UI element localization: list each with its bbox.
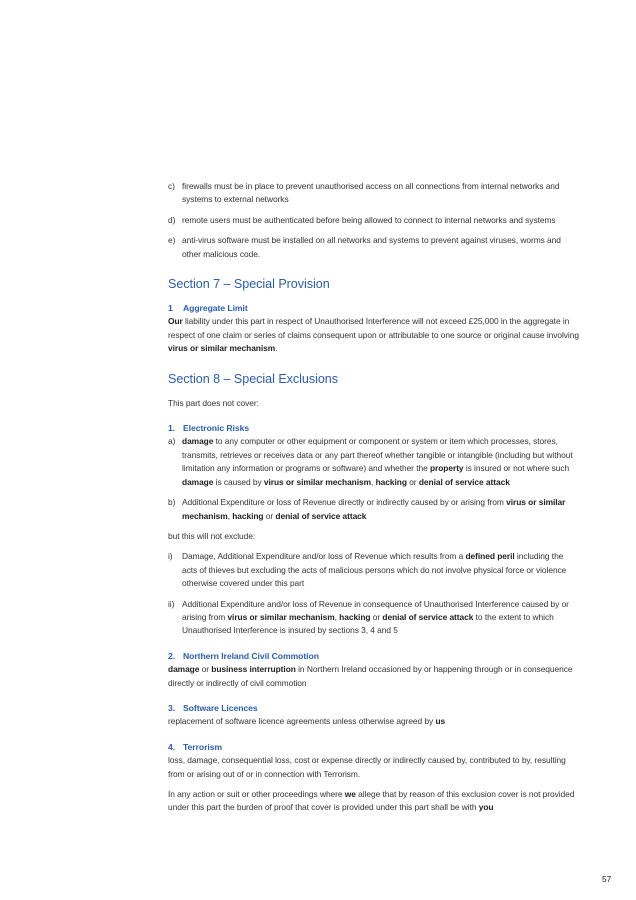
bold-term: denial of service attack: [382, 611, 474, 622]
text: or: [263, 510, 276, 521]
list-marker: d): [168, 214, 176, 225]
text: liability under this part in respect of Unauthorised Interference will not exceed £25,000 in the aggregate in respect of one claim or series of claims consequent upon or attributable to one source or original cause involving: [168, 316, 579, 340]
section-8-title: Section 8 – Special Exclusions: [168, 371, 339, 386]
bold-term: virus or similar mechanism: [168, 343, 276, 354]
heading-number: 1: [168, 303, 173, 314]
bold-term: denial of service attack: [275, 510, 367, 521]
heading-number: 3.: [168, 702, 176, 713]
aggregate-limit-text: [168, 315, 580, 355]
bold-term: denial of service attack: [418, 476, 510, 487]
text: to any computer or other equipment or component or system or item which processes, stores, transmits, retrieves or receives data or any part thereof whether tangible or intangible (including but without limitation any information or programs or software) and whether the: [182, 436, 573, 474]
bold-term: virus or similar mechanism: [263, 476, 372, 487]
heading-text: Northern Ireland Civil Commotion: [183, 650, 319, 661]
text: allege that by reason of this exclusion cover is not provided under this part the burden of proof that cover is provided under this part shall be with: [168, 789, 575, 813]
bold-term: Our: [168, 316, 183, 327]
text: or: [199, 664, 212, 675]
software-licences-text: [168, 715, 580, 728]
text: Additional Expenditure or loss of Revenue directly or indirectly caused by or arising from: [182, 497, 507, 508]
list-marker: i): [168, 551, 173, 562]
electronic-risks-heading: [168, 422, 580, 435]
list-text: firewalls must be in place to prevent unauthorised access on all connections from internal networks and systems to external networks: [182, 181, 560, 205]
list-item-i: [168, 550, 580, 590]
heading-text: Aggregate Limit: [183, 303, 248, 314]
bold-term: virus or similar mechanism: [227, 611, 335, 622]
terrorism-heading: [168, 741, 580, 754]
list-marker: b): [168, 497, 176, 508]
list-item-e: [168, 234, 580, 261]
terrorism-text: loss, damage, consequential loss, cost or expense directly or indirectly caused by, contributed to by, resulting from or arising out of or in connection with Terrorism.: [168, 755, 566, 779]
heading-number: 2.: [168, 650, 176, 661]
bold-term: we: [344, 789, 356, 799]
document-page: [168, 180, 580, 815]
section-8-intro: This part does not cover:: [168, 397, 259, 408]
text: replacement of software licence agreements unless otherwise agreed by: [168, 716, 436, 727]
list-item-ii: [168, 598, 580, 638]
bold-term: damage: [168, 664, 200, 675]
text: or: [406, 476, 419, 487]
text: to the extent to which Unauthorised Interference is insured by sections 3, 4 and 5: [182, 611, 554, 636]
text: ,: [227, 510, 233, 521]
bold-term: virus or similar mechanism: [182, 497, 566, 521]
northern-ireland-heading: [168, 650, 580, 663]
text: Damage, Additional Expenditure and/or loss of Revenue which results from a: [182, 551, 466, 562]
bold-term: hacking: [339, 611, 371, 622]
bold-term: damage: [182, 476, 214, 487]
text: including the acts of thieves but excluding the acts of malicious persons which do not involve physical force or violence otherwise covered under this part: [182, 551, 567, 589]
bold-term: damage: [182, 436, 214, 447]
bold-term: hacking: [375, 476, 407, 487]
heading-text: Software Licences: [183, 702, 258, 713]
exclusion-exceptions-intro: but this will not exclude:: [168, 530, 256, 541]
list-item-d: [168, 214, 580, 227]
heading-number: 1.: [168, 423, 176, 434]
text: is insured or not where such: [463, 463, 570, 474]
text: .: [275, 343, 278, 354]
bold-term: you: [478, 802, 494, 813]
section-7-title: Section 7 – Special Provision: [168, 277, 330, 292]
list-marker: e): [168, 235, 176, 246]
list-marker: c): [168, 181, 175, 191]
list-item-c: [168, 180, 580, 207]
list-item-b: [168, 496, 580, 523]
page-number: 57: [602, 874, 612, 884]
list-text: anti-virus software must be installed on all networks and systems to prevent against viruses, worms and other malicious code.: [182, 235, 561, 259]
text: is caused by: [213, 476, 264, 487]
software-licences-heading: [168, 702, 580, 715]
heading-number: 4.: [168, 741, 176, 752]
text: ,: [334, 611, 340, 622]
northern-ireland-text: [168, 663, 580, 690]
aggregate-limit-heading: [168, 302, 580, 315]
bold-term: defined peril: [465, 551, 515, 562]
bold-term: us: [435, 716, 446, 727]
text: in Northern Ireland occasioned by or happening through or in consequence directly or indirectly of civil commotion: [168, 664, 573, 688]
list-item-a: [168, 435, 580, 489]
bold-term: hacking: [232, 510, 264, 521]
heading-text: Electronic Risks: [183, 423, 250, 434]
text: or: [370, 611, 383, 622]
bold-term: property: [429, 463, 464, 474]
heading-text: Terrorism: [183, 741, 223, 752]
bold-term: business interruption: [211, 664, 296, 675]
text: In any action or suit or other proceedings where: [168, 789, 345, 799]
text: Additional Expenditure and/or loss of Revenue in consequence of Unauthorised Interference caused by or arising from: [182, 598, 569, 622]
list-text: remote users must be authenticated before being allowed to connect to internal networks and systems: [182, 214, 556, 225]
list-marker: ii): [168, 598, 175, 609]
text: ,: [371, 476, 376, 487]
list-marker: a): [168, 436, 176, 447]
burden-of-proof-text: [168, 788, 580, 815]
